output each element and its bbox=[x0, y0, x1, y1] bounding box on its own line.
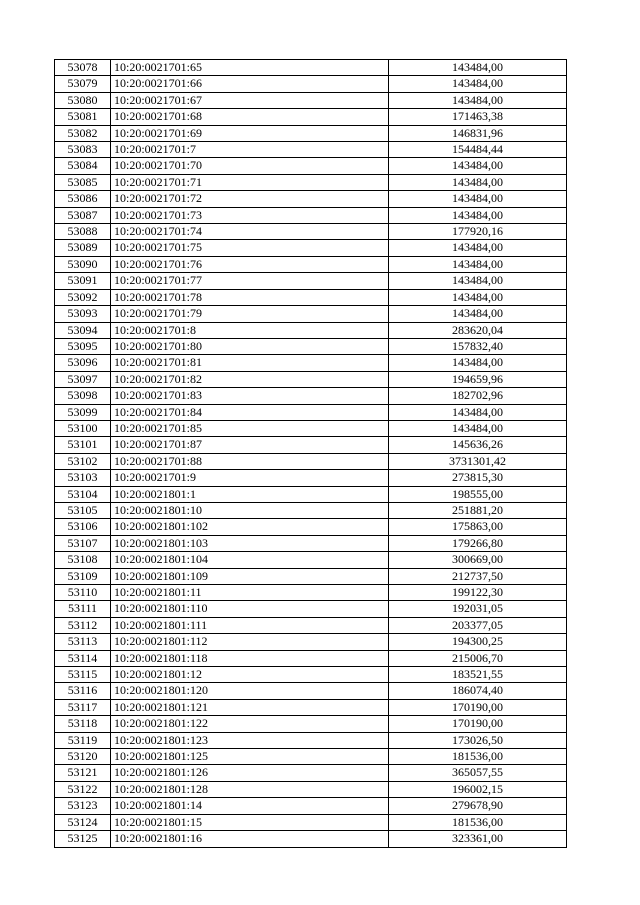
cadastral-number-cell: 10:20:0021701:80 bbox=[111, 338, 389, 354]
table-row bbox=[55, 699, 567, 715]
table-row bbox=[55, 585, 567, 601]
value-cell: 143484,00 bbox=[389, 289, 567, 305]
value-cell: 196002,15 bbox=[389, 781, 567, 797]
cadastral-number-cell: 10:20:0021801:123 bbox=[111, 732, 389, 748]
row-number-cell: 53083 bbox=[55, 142, 111, 158]
value-cell: 323361,00 bbox=[389, 831, 567, 847]
row-number-cell: 53098 bbox=[55, 388, 111, 404]
table-row bbox=[55, 552, 567, 568]
table-row bbox=[55, 174, 567, 190]
row-number-cell: 53113 bbox=[55, 634, 111, 650]
value-cell: 143484,00 bbox=[389, 273, 567, 289]
table-row bbox=[55, 650, 567, 666]
table-row bbox=[55, 831, 567, 847]
cadastral-number-cell: 10:20:0021701:84 bbox=[111, 404, 389, 420]
cadastral-number-cell: 10:20:0021701:65 bbox=[111, 60, 389, 76]
table-row bbox=[55, 519, 567, 535]
table-row bbox=[55, 814, 567, 830]
value-cell: 170190,00 bbox=[389, 716, 567, 732]
cadastral-number-cell: 10:20:0021801:111 bbox=[111, 617, 389, 633]
row-number-cell: 53089 bbox=[55, 240, 111, 256]
cadastral-number-cell: 10:20:0021801:128 bbox=[111, 781, 389, 797]
row-number-cell: 53094 bbox=[55, 322, 111, 338]
cadastral-number-cell: 10:20:0021801:120 bbox=[111, 683, 389, 699]
cadastral-number-cell: 10:20:0021701:8 bbox=[111, 322, 389, 338]
row-number-cell: 53082 bbox=[55, 125, 111, 141]
table-row bbox=[55, 617, 567, 633]
table-row bbox=[55, 453, 567, 469]
row-number-cell: 53112 bbox=[55, 617, 111, 633]
value-cell: 215006,70 bbox=[389, 650, 567, 666]
table-row bbox=[55, 683, 567, 699]
cadastral-number-cell: 10:20:0021801:103 bbox=[111, 535, 389, 551]
value-cell: 181536,00 bbox=[389, 814, 567, 830]
value-cell: 143484,00 bbox=[389, 92, 567, 108]
row-number-cell: 53091 bbox=[55, 273, 111, 289]
row-number-cell: 53125 bbox=[55, 831, 111, 847]
table-row bbox=[55, 535, 567, 551]
table-row bbox=[55, 634, 567, 650]
row-number-cell: 53096 bbox=[55, 355, 111, 371]
value-cell: 194300,25 bbox=[389, 634, 567, 650]
value-cell: 3731301,42 bbox=[389, 453, 567, 469]
cadastral-number-cell: 10:20:0021801:122 bbox=[111, 716, 389, 732]
row-number-cell: 53122 bbox=[55, 781, 111, 797]
cadastral-number-cell: 10:20:0021801:12 bbox=[111, 667, 389, 683]
cadastral-number-cell: 10:20:0021801:16 bbox=[111, 831, 389, 847]
table-row bbox=[55, 765, 567, 781]
cadastral-number-cell: 10:20:0021801:102 bbox=[111, 519, 389, 535]
value-cell: 251881,20 bbox=[389, 502, 567, 518]
table-row bbox=[55, 142, 567, 158]
value-cell: 143484,00 bbox=[389, 306, 567, 322]
table-row bbox=[55, 420, 567, 436]
row-number-cell: 53090 bbox=[55, 256, 111, 272]
row-number-cell: 53081 bbox=[55, 109, 111, 125]
cadastral-number-cell: 10:20:0021801:104 bbox=[111, 552, 389, 568]
table-row bbox=[55, 732, 567, 748]
row-number-cell: 53110 bbox=[55, 585, 111, 601]
table-row bbox=[55, 60, 567, 76]
value-cell: 145636,26 bbox=[389, 437, 567, 453]
value-cell: 194659,96 bbox=[389, 371, 567, 387]
value-cell: 198555,00 bbox=[389, 486, 567, 502]
row-number-cell: 53101 bbox=[55, 437, 111, 453]
cadastral-number-cell: 10:20:0021801:11 bbox=[111, 585, 389, 601]
row-number-cell: 53111 bbox=[55, 601, 111, 617]
cadastral-value-table bbox=[54, 59, 567, 848]
value-cell: 203377,05 bbox=[389, 617, 567, 633]
row-number-cell: 53084 bbox=[55, 158, 111, 174]
cadastral-number-cell: 10:20:0021701:87 bbox=[111, 437, 389, 453]
row-number-cell: 53100 bbox=[55, 420, 111, 436]
row-number-cell: 53108 bbox=[55, 552, 111, 568]
value-cell: 143484,00 bbox=[389, 355, 567, 371]
table-row bbox=[55, 125, 567, 141]
cadastral-number-cell: 10:20:0021701:74 bbox=[111, 224, 389, 240]
cadastral-number-cell: 10:20:0021801:15 bbox=[111, 814, 389, 830]
cadastral-number-cell: 10:20:0021801:126 bbox=[111, 765, 389, 781]
row-number-cell: 53087 bbox=[55, 207, 111, 223]
value-cell: 182702,96 bbox=[389, 388, 567, 404]
value-cell: 157832,40 bbox=[389, 338, 567, 354]
row-number-cell: 53123 bbox=[55, 798, 111, 814]
row-number-cell: 53095 bbox=[55, 338, 111, 354]
table-row bbox=[55, 437, 567, 453]
cadastral-number-cell: 10:20:0021701:76 bbox=[111, 256, 389, 272]
table-row bbox=[55, 404, 567, 420]
value-cell: 192031,05 bbox=[389, 601, 567, 617]
row-number-cell: 53085 bbox=[55, 174, 111, 190]
row-number-cell: 53115 bbox=[55, 667, 111, 683]
table-row bbox=[55, 667, 567, 683]
table-row bbox=[55, 273, 567, 289]
table-row bbox=[55, 798, 567, 814]
table-row bbox=[55, 289, 567, 305]
row-number-cell: 53102 bbox=[55, 453, 111, 469]
cadastral-number-cell: 10:20:0021801:112 bbox=[111, 634, 389, 650]
table-row bbox=[55, 568, 567, 584]
row-number-cell: 53105 bbox=[55, 502, 111, 518]
value-cell: 173026,50 bbox=[389, 732, 567, 748]
table-row bbox=[55, 470, 567, 486]
table-row bbox=[55, 92, 567, 108]
cadastral-number-cell: 10:20:0021701:68 bbox=[111, 109, 389, 125]
row-number-cell: 53117 bbox=[55, 699, 111, 715]
value-cell: 179266,80 bbox=[389, 535, 567, 551]
value-cell: 143484,00 bbox=[389, 207, 567, 223]
cadastral-number-cell: 10:20:0021701:66 bbox=[111, 76, 389, 92]
value-cell: 146831,96 bbox=[389, 125, 567, 141]
value-cell: 300669,00 bbox=[389, 552, 567, 568]
cadastral-number-cell: 10:20:0021801:110 bbox=[111, 601, 389, 617]
row-number-cell: 53120 bbox=[55, 749, 111, 765]
cadastral-number-cell: 10:20:0021701:75 bbox=[111, 240, 389, 256]
table-row bbox=[55, 355, 567, 371]
cadastral-number-cell: 10:20:0021801:1 bbox=[111, 486, 389, 502]
row-number-cell: 53099 bbox=[55, 404, 111, 420]
table-body bbox=[55, 60, 567, 848]
cadastral-number-cell: 10:20:0021701:77 bbox=[111, 273, 389, 289]
row-number-cell: 53092 bbox=[55, 289, 111, 305]
cadastral-number-cell: 10:20:0021701:71 bbox=[111, 174, 389, 190]
value-cell: 143484,00 bbox=[389, 174, 567, 190]
table-row bbox=[55, 191, 567, 207]
cadastral-number-cell: 10:20:0021701:7 bbox=[111, 142, 389, 158]
value-cell: 143484,00 bbox=[389, 76, 567, 92]
cadastral-number-cell: 10:20:0021701:78 bbox=[111, 289, 389, 305]
cadastral-number-cell: 10:20:0021701:70 bbox=[111, 158, 389, 174]
cadastral-number-cell: 10:20:0021701:72 bbox=[111, 191, 389, 207]
value-cell: 143484,00 bbox=[389, 256, 567, 272]
row-number-cell: 53078 bbox=[55, 60, 111, 76]
cadastral-number-cell: 10:20:0021801:125 bbox=[111, 749, 389, 765]
cadastral-number-cell: 10:20:0021701:88 bbox=[111, 453, 389, 469]
value-cell: 199122,30 bbox=[389, 585, 567, 601]
row-number-cell: 53119 bbox=[55, 732, 111, 748]
table-row bbox=[55, 502, 567, 518]
value-cell: 170190,00 bbox=[389, 699, 567, 715]
value-cell: 181536,00 bbox=[389, 749, 567, 765]
row-number-cell: 53097 bbox=[55, 371, 111, 387]
row-number-cell: 53124 bbox=[55, 814, 111, 830]
cadastral-number-cell: 10:20:0021701:67 bbox=[111, 92, 389, 108]
table-row bbox=[55, 388, 567, 404]
value-cell: 143484,00 bbox=[389, 420, 567, 436]
row-number-cell: 53103 bbox=[55, 470, 111, 486]
value-cell: 279678,90 bbox=[389, 798, 567, 814]
row-number-cell: 53109 bbox=[55, 568, 111, 584]
value-cell: 143484,00 bbox=[389, 191, 567, 207]
value-cell: 143484,00 bbox=[389, 60, 567, 76]
cadastral-number-cell: 10:20:0021701:69 bbox=[111, 125, 389, 141]
table-row bbox=[55, 256, 567, 272]
row-number-cell: 53116 bbox=[55, 683, 111, 699]
table-row bbox=[55, 601, 567, 617]
table-row bbox=[55, 781, 567, 797]
value-cell: 143484,00 bbox=[389, 158, 567, 174]
row-number-cell: 53093 bbox=[55, 306, 111, 322]
value-cell: 143484,00 bbox=[389, 404, 567, 420]
value-cell: 171463,38 bbox=[389, 109, 567, 125]
cadastral-number-cell: 10:20:0021701:82 bbox=[111, 371, 389, 387]
cadastral-number-cell: 10:20:0021801:109 bbox=[111, 568, 389, 584]
row-number-cell: 53080 bbox=[55, 92, 111, 108]
row-number-cell: 53079 bbox=[55, 76, 111, 92]
row-number-cell: 53107 bbox=[55, 535, 111, 551]
value-cell: 154484,44 bbox=[389, 142, 567, 158]
table-row bbox=[55, 338, 567, 354]
value-cell: 283620,04 bbox=[389, 322, 567, 338]
cadastral-number-cell: 10:20:0021701:79 bbox=[111, 306, 389, 322]
table-row bbox=[55, 240, 567, 256]
cadastral-number-cell: 10:20:0021701:85 bbox=[111, 420, 389, 436]
cadastral-number-cell: 10:20:0021801:121 bbox=[111, 699, 389, 715]
value-cell: 186074,40 bbox=[389, 683, 567, 699]
value-cell: 212737,50 bbox=[389, 568, 567, 584]
table-row bbox=[55, 224, 567, 240]
row-number-cell: 53121 bbox=[55, 765, 111, 781]
value-cell: 183521,55 bbox=[389, 667, 567, 683]
table-row bbox=[55, 109, 567, 125]
table-row bbox=[55, 76, 567, 92]
cadastral-number-cell: 10:20:0021801:10 bbox=[111, 502, 389, 518]
table-row bbox=[55, 716, 567, 732]
row-number-cell: 53088 bbox=[55, 224, 111, 240]
table-row bbox=[55, 207, 567, 223]
cadastral-number-cell: 10:20:0021701:73 bbox=[111, 207, 389, 223]
table-row bbox=[55, 371, 567, 387]
cadastral-number-cell: 10:20:0021701:81 bbox=[111, 355, 389, 371]
value-cell: 273815,30 bbox=[389, 470, 567, 486]
value-cell: 175863,00 bbox=[389, 519, 567, 535]
row-number-cell: 53086 bbox=[55, 191, 111, 207]
row-number-cell: 53114 bbox=[55, 650, 111, 666]
table-row bbox=[55, 486, 567, 502]
cadastral-number-cell: 10:20:0021801:14 bbox=[111, 798, 389, 814]
cadastral-number-cell: 10:20:0021701:9 bbox=[111, 470, 389, 486]
table-row bbox=[55, 306, 567, 322]
row-number-cell: 53104 bbox=[55, 486, 111, 502]
table-row bbox=[55, 749, 567, 765]
table-row bbox=[55, 322, 567, 338]
cadastral-number-cell: 10:20:0021701:83 bbox=[111, 388, 389, 404]
value-cell: 365057,55 bbox=[389, 765, 567, 781]
value-cell: 143484,00 bbox=[389, 240, 567, 256]
row-number-cell: 53118 bbox=[55, 716, 111, 732]
row-number-cell: 53106 bbox=[55, 519, 111, 535]
value-cell: 177920,16 bbox=[389, 224, 567, 240]
cadastral-number-cell: 10:20:0021801:118 bbox=[111, 650, 389, 666]
table-row bbox=[55, 158, 567, 174]
